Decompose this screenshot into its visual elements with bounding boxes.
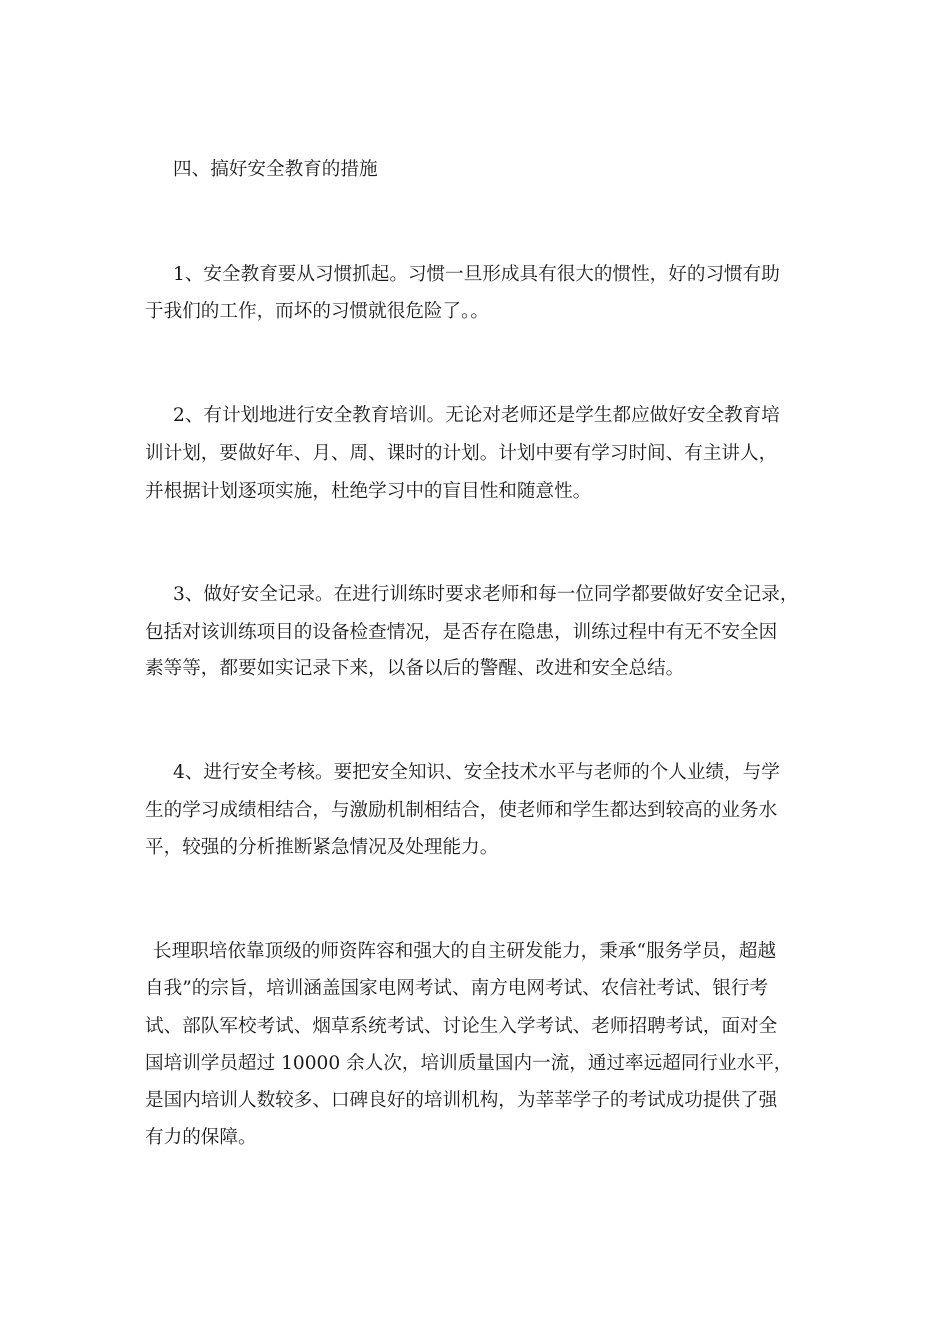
paragraph-line: 自我”的宗旨，培训涵盖国家电网考试、南方电网考试、农信社考试、银行考 (145, 978, 769, 999)
paragraph-line: 生的学习成绩相结合，与激励机制相结合，使老师和学生都达到较高的业务水 (145, 800, 778, 821)
paragraph-line: 平，较强的分析推断紧急情况及处理能力。 (145, 837, 499, 858)
paragraph-line: 有力的保障。 (145, 1127, 257, 1148)
paragraph-line: 长理职培依靠顶级的师资阵容和强大的自主研发能力，秉承“服务学员，超越 (153, 941, 777, 962)
paragraph-line: 3、做好安全记录。在进行训练时要求老师和每一位同学都要做好安全记录， (173, 584, 799, 605)
paragraph-line: 并根据计划逐项实施，杜绝学习中的盲目性和随意性。 (145, 481, 592, 502)
paragraph-line: 包括对该训练项目的设备检查情况，是否存在隐患，训练过程中有无不安全因 (145, 622, 778, 643)
paragraph-line: 于我们的工作，而坏的习惯就很危险了。。 (145, 301, 489, 322)
paragraph-line: 训计划，要做好年、月、周、课时的计划。计划中要有学习时间、有主讲人， (145, 443, 778, 464)
paragraph-line: 试、部队军校考试、烟草系统考试、讨论生入学考试、老师招聘考试，面对全 (145, 1016, 778, 1037)
section-heading: 四、搞好安全教育的措施 (173, 159, 378, 180)
paragraph-line: 是国内培训人数较多、口碑良好的培训机构，为莘莘学子的考试成功提供了强 (145, 1090, 778, 1111)
paragraph-line: 素等等，都要如实记录下来，以备以后的警醒、改进和安全总结。 (145, 658, 685, 679)
paragraph-line: 1、安全教育要从习惯抓起。习惯一旦形成具有很大的惯性，好的习惯有助 (173, 264, 780, 285)
paragraph-line: 国培训学员超过 10000 余人次，培训质量国内一流，通过率远超同行业水平， (145, 1053, 793, 1074)
paragraph-line: 4、进行安全考核。要把安全知识、安全技术水平与老师的个人业绩，与学 (173, 762, 780, 783)
paragraph-line: 2、有计划地进行安全教育培训。无论对老师还是学生都应做好安全教育培 (173, 405, 780, 426)
